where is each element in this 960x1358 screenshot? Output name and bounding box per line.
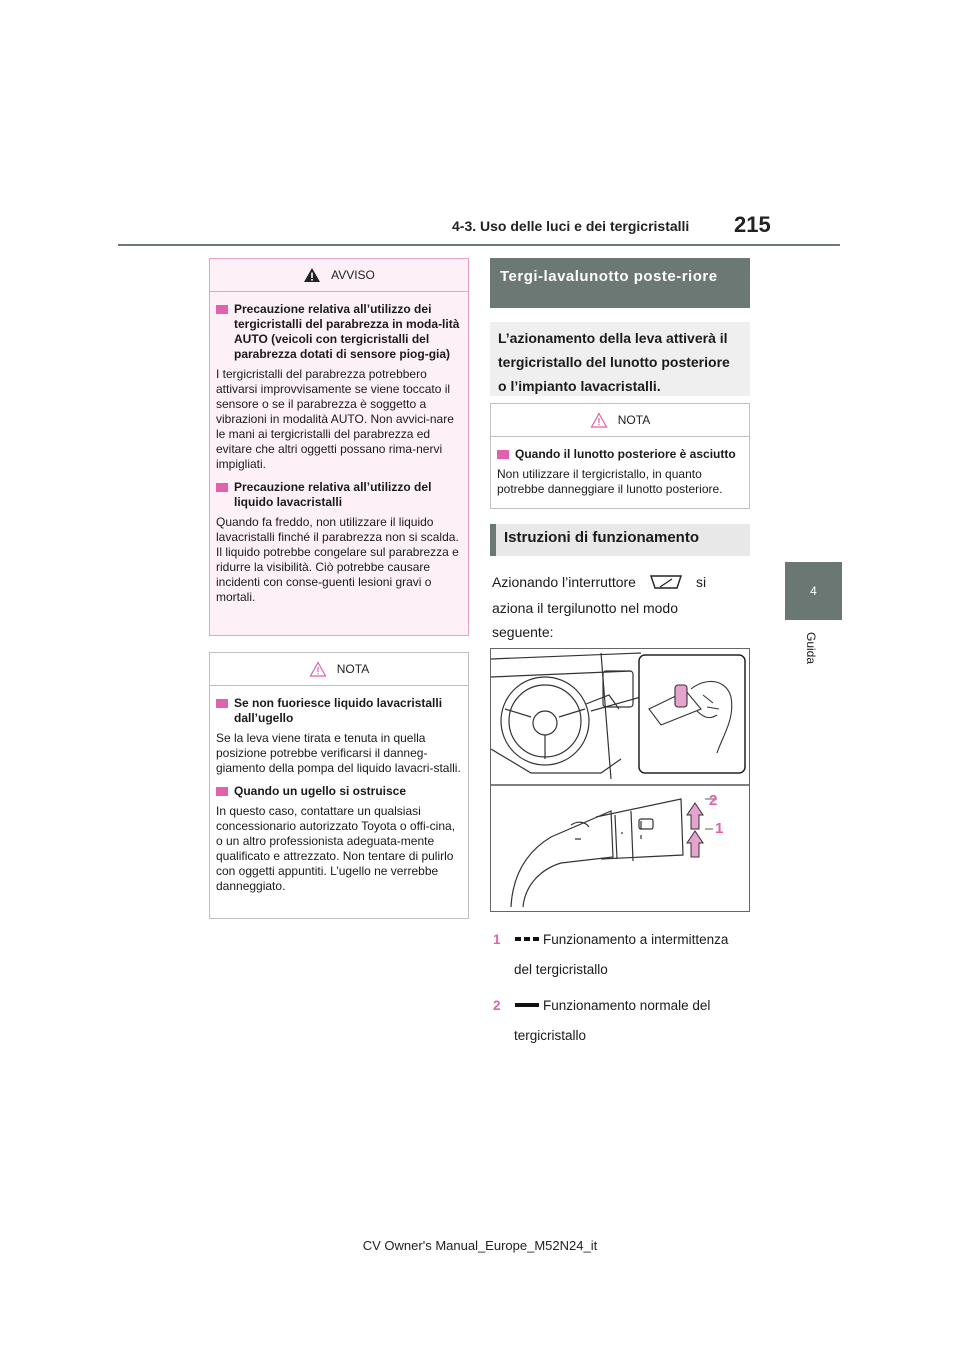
warning-item-body: I tergicristalli del parabrezza potrebbero attivarsi improvvisamente se viene toccato il sensore o se il parabrezza è soggetto a vibrazioni in modalità AUTO. Non avvici-nare le mani ai tergicristalli del parabrezza ed evitare che altri oggetti possano rima-nervi impigliati. (216, 367, 454, 471)
intermittent-dash-icon (515, 937, 539, 941)
legend-continuation: del tergicristallo (514, 962, 608, 977)
warning-item-heading: Precauzione relativa all’utilizzo dei tergicristalli del parabrezza in moda-lità AUTO (veicoli con tergicristalli del parabrezza dotati di sensore piog-gia) (216, 302, 462, 362)
bullet-square-icon (216, 305, 228, 314)
caution-triangle-icon (590, 412, 608, 428)
notice-item-heading: Quando un ugello si ostruisce (216, 784, 462, 799)
legend-text: Funzionamento a intermittenza (543, 932, 729, 947)
notice-box-header (210, 653, 468, 686)
chapter-tab: 4 (785, 562, 842, 620)
warning-box (209, 258, 469, 636)
bullet-square-icon (216, 787, 228, 796)
rear-notice-box (490, 403, 750, 509)
header-rule (118, 244, 840, 246)
notice-box (209, 652, 469, 919)
instruction-line-1: Azionando l’interruttore si (492, 574, 707, 590)
footer: CV Owner's Manual_Europe_M52N24_it (362, 1238, 598, 1253)
callout-1: 1 (715, 820, 724, 837)
legend-text: Funzionamento normale del (543, 998, 711, 1013)
section-heading: Tergi-lavalunotto poste-riore (490, 258, 750, 308)
instruction-line-3: seguente: (492, 624, 554, 640)
legend-number: 2 (493, 998, 501, 1013)
notice-item-body: Se la leva viene tirata e tenuta in quella posizione potrebbe verificarsi il danneg-giamento della pompa del liquido lavacri-stalli. (216, 731, 461, 775)
legend-number: 1 (493, 932, 501, 947)
operating-instructions-heading: Istruzioni di funzionamento (490, 524, 750, 556)
section-title: 4-3. Uso delle luci e dei tergicristalli (452, 218, 690, 234)
bullet-square-icon (216, 483, 228, 492)
warning-item-body: Quando fa freddo, non utilizzare il liquido lavacristalli finché il parabrezza non si scalda. Il liquido potrebbe congelare sul parabrezza e ridurre la visibilità. Ciò potrebbe causare incidenti con conse-guenti lesioni gravi o mortali. (216, 515, 459, 604)
rear-notice-box-header (491, 404, 749, 437)
instruction-line-2: aziona il tergilunotto nel modo (492, 600, 679, 616)
callout-2: 2 (709, 792, 718, 809)
caution-triangle-icon (309, 661, 327, 677)
bullet-square-icon (497, 450, 509, 459)
rear-notice-body: Non utilizzare il tergicristallo, in quanto potrebbe danneggiare il lunotto posteriore. (497, 467, 723, 496)
warning-box-title: AVVISO (331, 268, 375, 282)
rear-wiper-switch-icon (648, 573, 684, 591)
warning-triangle-icon (303, 267, 321, 283)
legend-item-1 (493, 928, 753, 952)
bullet-square-icon (216, 699, 228, 708)
rear-notice-heading: Quando il lunotto posteriore è asciutto (497, 447, 743, 462)
continuous-line-icon (515, 1003, 539, 1007)
rear-notice-title: NOTA (617, 413, 651, 427)
legend-continuation: tergicristallo (514, 1028, 587, 1043)
section-intro: L’azionamento della leva attiverà il tergicristallo del lunotto posteriore o l’impianto lavacristalli. (490, 322, 750, 396)
rear-wiper-lever-illustration (490, 648, 750, 912)
legend-item-2 (493, 994, 753, 1018)
warning-item-heading: Precauzione relativa all’utilizzo del liquido lavacristalli (216, 480, 462, 510)
chapter-name: Guida (804, 632, 818, 665)
chapter-label (790, 628, 838, 668)
notice-item-body: In questo caso, contattare un qualsiasi concessionario autorizzato Toyota o offi-cina, o un altro professionista adeguata-mente qualificato e attrezzato. Non tentare di pulirlo con oggetti appuntiti. L’ugello ne verrebbe danneggiato. (216, 804, 456, 893)
lever-drawing (491, 649, 749, 911)
notice-item-heading: Se non fuoriesce liquido lavacristalli dall’ugello (216, 696, 462, 726)
page-number: 215 (734, 212, 771, 237)
notice-box-title: NOTA (336, 662, 370, 676)
warning-box-header (210, 259, 468, 292)
